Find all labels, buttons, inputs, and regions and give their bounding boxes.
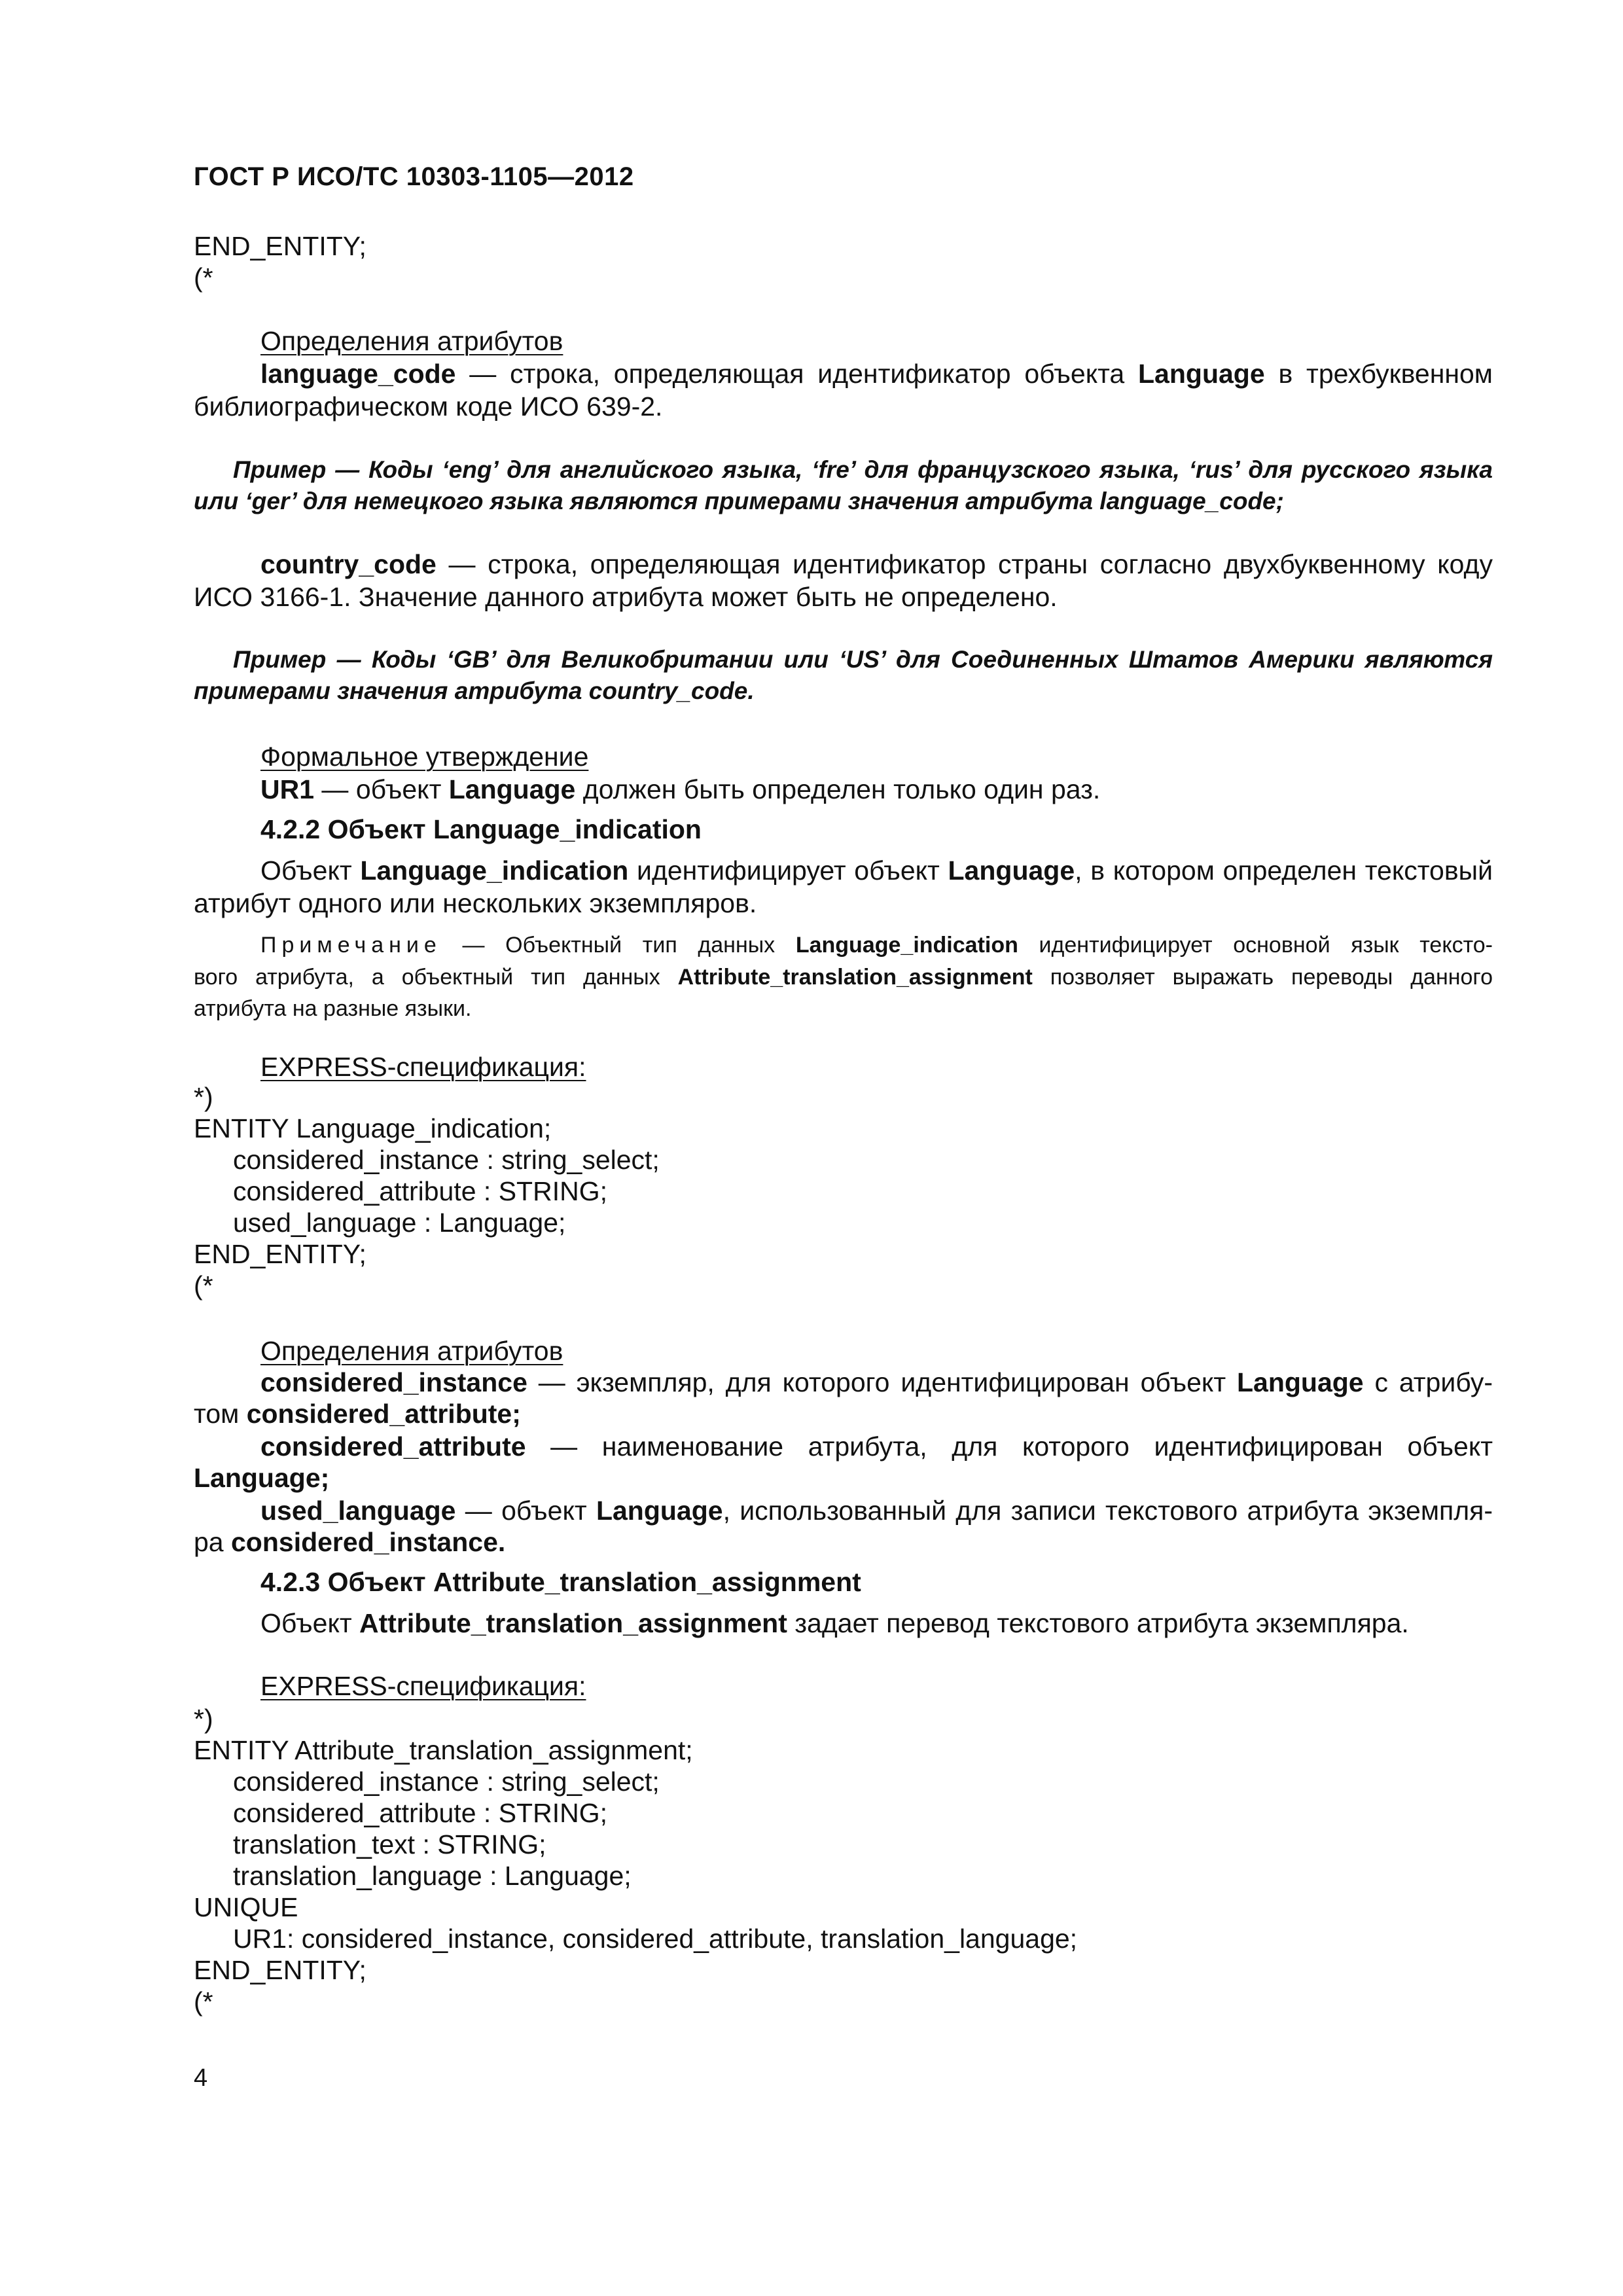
dash: — bbox=[455, 359, 510, 389]
def-text: — объект bbox=[314, 774, 449, 804]
considered-attribute-def-cont: Language; bbox=[194, 1463, 330, 1493]
text: Объект bbox=[260, 1608, 360, 1638]
def-text: в трехбуквенном bbox=[1264, 359, 1493, 389]
text: идентифицирует объект bbox=[628, 855, 948, 886]
code-line: translation_text : STRING; bbox=[233, 1829, 546, 1859]
term: considered_attribute; bbox=[246, 1399, 521, 1429]
section-paragraph bbox=[260, 1607, 1409, 1639]
note-label: Примечание bbox=[260, 933, 442, 958]
code-line: ENTITY Language_indication; bbox=[194, 1113, 552, 1143]
code-line: ENTITY Attribute_translation_assignment; bbox=[194, 1735, 693, 1765]
def-text: — экземпляр, для которого идентифицирован объект bbox=[527, 1367, 1237, 1397]
code-line: UNIQUE bbox=[194, 1892, 298, 1922]
considered-attribute-def bbox=[260, 1431, 1493, 1462]
text: задает перевод текстового атрибута экземпляра. bbox=[787, 1608, 1409, 1638]
code-line: END_ENTITY; bbox=[194, 1239, 366, 1269]
language-code-def bbox=[260, 358, 1493, 389]
code-line: considered_instance : string_select; bbox=[233, 1767, 660, 1797]
def-text: строка, определяющая идентификатор страны согласно двухбуквенному коду bbox=[488, 549, 1493, 579]
term: Language bbox=[1236, 1367, 1364, 1397]
term: considered_instance bbox=[260, 1367, 527, 1397]
term: country_code bbox=[260, 549, 437, 579]
term: language_code bbox=[260, 359, 456, 389]
page-number: 4 bbox=[194, 2064, 208, 2092]
code-line: considered_attribute : STRING; bbox=[233, 1176, 607, 1206]
term: considered_attribute bbox=[260, 1431, 526, 1462]
considered-instance-def-cont bbox=[194, 1398, 521, 1429]
def-text: , использованный для записи текстового атрибута экземпля- bbox=[722, 1496, 1493, 1526]
def-text: ра bbox=[194, 1527, 231, 1557]
attr-def-heading: Определения атрибутов bbox=[260, 326, 563, 356]
note-cont bbox=[194, 965, 1493, 990]
def-text: — объект bbox=[455, 1496, 596, 1526]
text: , в котором определен текстовый bbox=[1075, 855, 1493, 886]
term: Attribute_translation_assignment bbox=[359, 1608, 787, 1638]
country-code-def-cont: ИСО 3166-1. Значение данного атрибута может быть не определено. bbox=[194, 582, 1058, 612]
code-line: used_language : Language; bbox=[233, 1208, 566, 1238]
term: Language bbox=[1138, 359, 1265, 389]
language-code-def-cont: библиографическом коде ИСО 639-2. bbox=[194, 391, 663, 422]
term: Language_indication bbox=[795, 933, 1018, 958]
note bbox=[260, 933, 1493, 958]
def-text: с атрибу- bbox=[1363, 1367, 1493, 1397]
code-line: considered_instance : string_select; bbox=[233, 1145, 660, 1175]
term: Language bbox=[596, 1496, 723, 1526]
text: вого атрибута, а объектный тип данных bbox=[194, 965, 678, 990]
text: Объект bbox=[260, 855, 361, 886]
note-cont: атрибута на разные языки. bbox=[194, 996, 472, 1021]
code-line: *) bbox=[194, 1704, 213, 1734]
express-heading: EXPRESS-спецификация: bbox=[260, 1052, 586, 1082]
used-language-def-cont bbox=[194, 1526, 505, 1558]
term: Language bbox=[448, 774, 576, 804]
term: Language bbox=[948, 855, 1075, 886]
text: позволяет выражать переводы данного bbox=[1032, 965, 1493, 990]
code-line: (* bbox=[194, 1270, 213, 1300]
term: used_language bbox=[260, 1496, 456, 1526]
example-line: примерами значения атрибута country_code. bbox=[194, 677, 755, 704]
code-line: (* bbox=[194, 1986, 213, 2017]
express-heading: EXPRESS-спецификация: bbox=[260, 1671, 586, 1701]
term: Language_indication bbox=[360, 855, 629, 886]
text: — Объектный тип данных bbox=[441, 933, 796, 958]
document-header: ГОСТ Р ИСО/ТС 10303-1105—2012 bbox=[194, 162, 634, 191]
def-text: должен быть определен только один раз. bbox=[575, 774, 1101, 804]
code-line: END_ENTITY; bbox=[194, 231, 366, 261]
code-line: considered_attribute : STRING; bbox=[233, 1798, 607, 1828]
def-text: том bbox=[194, 1399, 247, 1429]
section-paragraph-cont: атрибут одного или нескольких экземпляров. bbox=[194, 888, 757, 918]
used-language-def bbox=[260, 1495, 1493, 1526]
def-text: — наименование атрибута, для которого идентифицирован объект bbox=[526, 1431, 1493, 1462]
def-text: строка, определяющая идентификатор объекта bbox=[510, 359, 1139, 389]
term: Attribute_translation_assignment bbox=[677, 965, 1033, 990]
code-line: END_ENTITY; bbox=[194, 1955, 366, 1985]
example-line: Пример — Коды ‘eng’ для английского языка, ‘fre’ для французского языка, ‘rus’ для русского языка bbox=[233, 456, 1493, 483]
example-line: или ‘ger’ для немецкого языка являются примерами значения атрибута language_code; bbox=[194, 488, 1284, 514]
country-code-def bbox=[260, 548, 1493, 580]
term: considered_instance. bbox=[231, 1527, 506, 1557]
example-line: Пример — Коды ‘GB’ для Великобритании или ‘US’ для Соединенных Штатов Америки являются bbox=[233, 646, 1493, 673]
code-line: translation_language : Language; bbox=[233, 1861, 632, 1891]
term: UR1 bbox=[260, 774, 315, 804]
code-line: UR1: considered_instance, considered_attribute, translation_language; bbox=[233, 1924, 1078, 1954]
text: идентифицирует основной язык тексто- bbox=[1018, 933, 1493, 958]
section-paragraph bbox=[260, 855, 1493, 886]
considered-instance-def bbox=[260, 1367, 1493, 1398]
section-heading: 4.2.2 Объект Language_indication bbox=[260, 814, 702, 844]
code-line: *) bbox=[194, 1082, 213, 1112]
section-heading: 4.2.3 Объект Attribute_translation_assignment bbox=[260, 1567, 861, 1597]
code-line: (* bbox=[194, 262, 213, 293]
formal-heading: Формальное утверждение bbox=[260, 742, 589, 772]
ur1-rule bbox=[260, 774, 1100, 805]
attr-def-heading: Определения атрибутов bbox=[260, 1336, 563, 1366]
dash: — bbox=[436, 549, 488, 579]
